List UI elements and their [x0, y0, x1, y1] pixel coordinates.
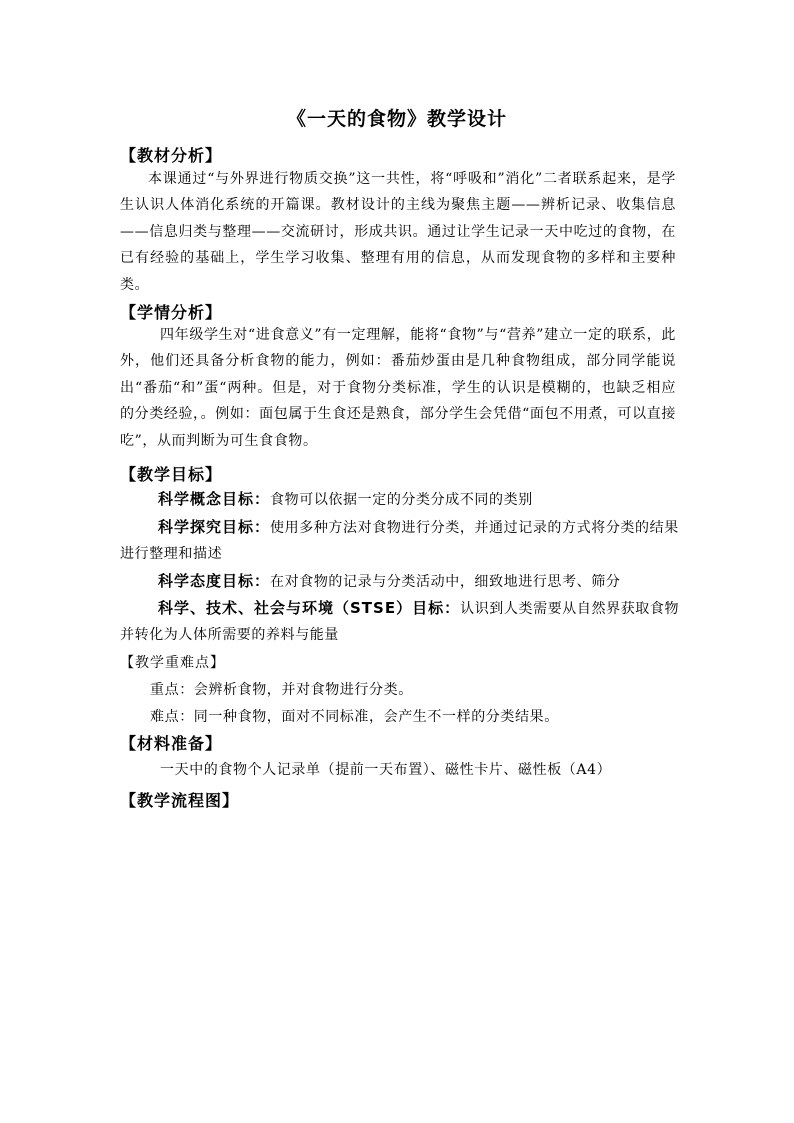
goal-inquiry-text: 使用多种方法对食物进行分类，并通过记录的方式将分类的结果进行整理和描述 [120, 520, 679, 563]
heading-teaching-goals: 【教学目标】 [120, 465, 223, 484]
goal-attitude [120, 568, 680, 595]
key-point-difficulty: 难点：同一种食物，面对不同标准，会产生不一样的分类结果。 [150, 709, 559, 725]
goal-stse-label: 科学、技术、社会与环境（STSE）目标： [158, 599, 461, 617]
heading-flowchart: 【教学流程图】 [120, 791, 240, 810]
paragraph-student-analysis: 四年级学生对“进食意义”有一定理解，能将“食物”与“营养”建立一定的联系，此外，他们还具备分析食物的能力，例如：番茄炒蛋由是几种食物组成，部分同学能说出“番茄“和”蛋“两种。但是，对于食物分类标准，学生的认识是模糊的，也缺乏相应的分类经验，。例如：面包属于生食还是熟食，部分学生会凭借“面包不用煮，可以直接吃”，从而判断为可生食食物。 [120, 327, 676, 449]
goal-concept [120, 486, 680, 513]
goal-attitude-label: 科学态度目标： [158, 572, 271, 590]
goal-stse [120, 595, 680, 649]
heading-materials: 【材料准备】 [120, 734, 223, 753]
goal-inquiry [120, 514, 680, 568]
goal-attitude-text: 在对食物的记录与分类活动中，细致地进行思考、筛分 [270, 574, 621, 590]
goal-concept-text: 食物可以依据一定的分类分成不同的类别 [270, 492, 533, 508]
goal-concept-label: 科学概念目标： [158, 490, 271, 508]
materials-list: 一天中的食物个人记录单（提前一天布置）、磁性卡片、磁性板（A4） [160, 762, 612, 778]
heading-student-analysis: 【学情分析】 [120, 303, 223, 322]
heading-key-points: 【教学重难点】 [120, 655, 225, 671]
goal-stse-text: 认识到人类需要从自然界获取食物并转化为人体所需要的养料与能量 [120, 601, 680, 644]
document-title: 《一天的食物》教学设计 [286, 108, 507, 130]
heading-material-analysis: 【教材分析】 [120, 146, 223, 165]
key-point-focus: 重点：会辨析食物，并对食物进行分类。 [150, 682, 413, 698]
goal-inquiry-label: 科学探究目标： [158, 518, 271, 536]
paragraph-material-analysis: 本课通过“与外界进行物质交换”这一共性，将“呼吸和”消化”二者联系起来，是学生认识人体消化系统的开篇课。教材设计的主线为聚焦主题——辨析记录、收集信息——信息归类与整理——交流研讨，形成共识。通过让学生记录一天中吃过的食物，在已有经验的基础上，学生学习收集、整理有用的信息，从而发现食物的多样和主要种类。 [120, 171, 676, 293]
